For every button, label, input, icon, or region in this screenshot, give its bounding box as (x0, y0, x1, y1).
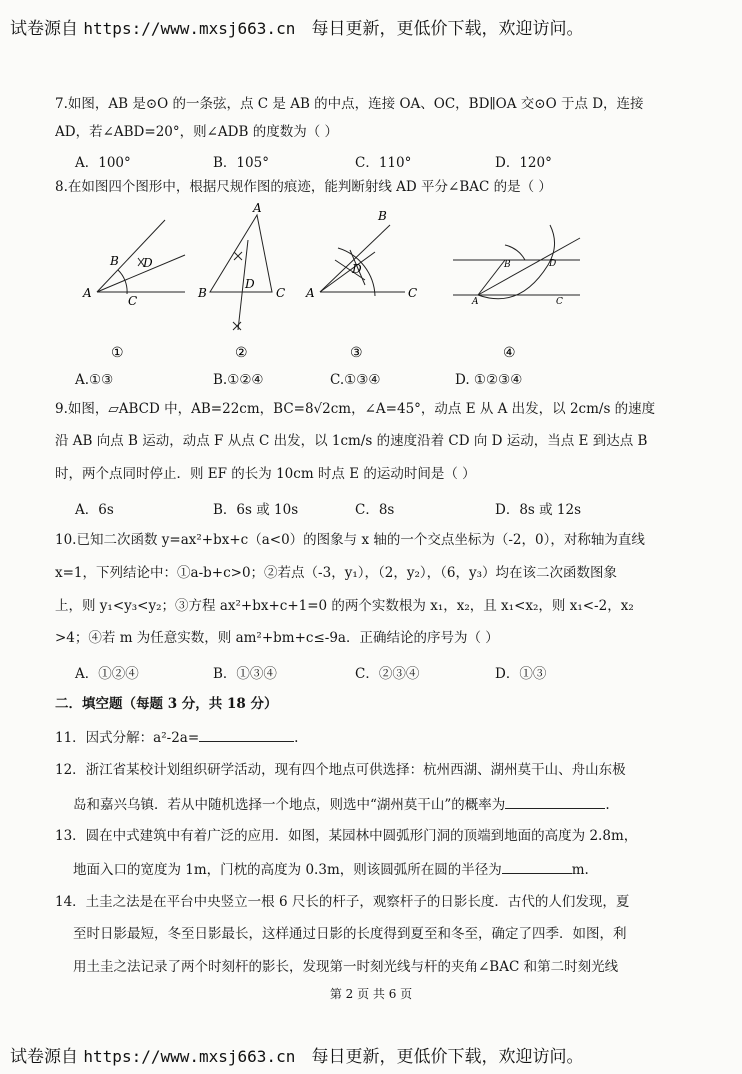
q8-figure-3 (320, 225, 405, 296)
q10-option-b: B．①③④ (213, 666, 277, 682)
q13-end: m. (571, 862, 589, 878)
q9-option-a: A．6s (75, 502, 114, 518)
fig3-label-b: B (378, 209, 387, 223)
q12-line1: 12．浙江省某校计划组织研学活动，现有四个地点可供选择：杭州西湖、湖州莫干山、舟山东极 (55, 762, 626, 778)
banner-url[interactable]: https://www.mxsj663.cn (83, 19, 296, 38)
q13-answer-blank (502, 860, 572, 874)
fig4-label-c: C (556, 297, 563, 307)
q9-option-b: B．6s 或 10s (213, 502, 299, 518)
fig4-label-b: B (504, 260, 511, 270)
q12-end: . (605, 797, 610, 813)
q8-option-b: B.①②④ (213, 372, 264, 388)
fig1-number: ① (111, 345, 124, 361)
q12-line2: 岛和嘉兴乌镇．若从中随机选择一个地点，则选中“湖州莫干山”的概率为 (73, 797, 506, 813)
q10-options (0, 662, 742, 682)
q8-options (0, 372, 742, 392)
q14-line3: 用土圭之法记录了两个时刻杆的影长，发现第一时刻光线与杆的夹角∠BAC 和第二时刻光线 (73, 959, 619, 975)
q9-line1: 9.如图，▱ABCD 中，AB=22cm，BC=8√2cm，∠A=45°，动点 E 从 A 出发，以 2cm/s 的速度 (55, 401, 656, 417)
q8-figure-2 (210, 215, 272, 330)
q9-option-c: C．8s (355, 502, 395, 518)
q7-option-a: A．100° (75, 155, 131, 171)
q8-figures (0, 200, 742, 370)
page-footer: 第 2 页 共 6 页 (329, 987, 413, 1001)
fig3-label-a: A (306, 286, 315, 300)
fig3-label-c: C (408, 286, 418, 300)
fig2-label-b: B (198, 286, 207, 300)
q9-option-d: D．8s 或 12s (495, 502, 582, 518)
fig2-label-a: A (253, 201, 262, 215)
q11-text: 11．因式分解：a²-2a= (55, 730, 200, 746)
q10-option-c: C．②③④ (355, 666, 420, 682)
q12-line2-wrap (73, 795, 708, 814)
fig2-label-d: D (245, 277, 255, 291)
q7-option-b: B．105° (213, 155, 269, 171)
q7-line1: 7.如图，AB 是⊙O 的一条弦，点 C 是 AB 的中点，连接 OA、OC，BD∥OA 交⊙O 于点 D，连接 (55, 96, 644, 112)
q10-option-a: A．①②④ (75, 666, 139, 682)
q7-options (0, 151, 742, 171)
q9-line2: 沿 AB 向点 B 运动，动点 F 从点 C 出发，以 1cm/s 的速度沿着 CD 向 D 运动，当点 E 到达点 B (55, 433, 648, 449)
fig3-number: ③ (350, 345, 363, 361)
q14-line1: 14．土圭之法是在平台中央竖立一根 6 尺长的杆子，观察杆子的日影长度．古代的人们发现，夏 (55, 894, 630, 910)
q10-line4: >4；④若 m 为任意实数，则 am²+bm+c≤-9a．正确结论的序号为（ ） (55, 630, 499, 646)
fig4-label-a: A (472, 297, 479, 307)
fig3-label-d: D (352, 262, 362, 276)
q10-line1: 10.已知二次函数 y=ax²+bx+c（a<0）的图象与 x 轴的一个交点坐标为（-2，0），对称轴为直线 (55, 532, 645, 548)
banner-tagline: 每日更新，更低价下载，欢迎访问。 (311, 19, 584, 39)
section-2-title: 二．填空题（每题 3 分，共 18 分） (55, 696, 278, 712)
fig1-label-a: A (83, 286, 92, 300)
q9-options (0, 498, 742, 518)
q9-line3: 时，两个点同时停止．则 EF 的长为 10cm 时点 E 的运动时间是（ ） (55, 466, 476, 482)
q13-line1: 13．圆在中式建筑中有着广泛的应用．如图，某园林中圆弧形门洞的顶端到地面的高度为 2.8m， (55, 828, 638, 844)
q8-option-c: C.①③④ (330, 372, 381, 388)
fig1-label-b: B (110, 254, 119, 268)
q7-line2: AD，若∠ABD=20°，则∠ADB 的度数为（ ） (55, 124, 339, 140)
banner-tagline: 每日更新，更低价下载，欢迎访问。 (311, 1047, 584, 1067)
fig4-label-d: D (549, 259, 557, 269)
q11-line (55, 728, 690, 747)
banner-label: 试卷源自 (10, 1047, 78, 1067)
q7-option-d: D．120° (495, 155, 552, 171)
q10-line3: 上，则 y₁<y₃<y₂；③方程 ax²+bx+c+1=0 的两个实数根为 x₁，x₂，且 x₁<x₂，则 x₁<-2，x₂ (55, 598, 634, 614)
q10-option-d: D．①③ (495, 666, 547, 682)
fig4-number: ④ (503, 345, 516, 361)
q11-answer-blank (199, 728, 294, 742)
fig1-label-c: C (128, 294, 138, 308)
banner-label: 试卷源自 (10, 19, 78, 39)
q10-line2: x=1，下列结论中：①a-b+c>0；②若点（-3，y₁），（2，y₂），（6，y₃）均在该二次函数图象 (55, 565, 617, 581)
fig2-label-c: C (276, 286, 286, 300)
banner-url[interactable]: https://www.mxsj663.cn (83, 1047, 296, 1066)
fig2-number: ② (235, 345, 248, 361)
source-banner-top (10, 14, 584, 39)
q12-answer-blank (505, 795, 605, 809)
q8-option-d: D. ①②③④ (455, 372, 523, 388)
q8-line1: 8.在如图四个图形中，根据尺规作图的痕迹，能判断射线 AD 平分∠BAC 的是（ ） (55, 179, 552, 195)
q8-figure-4 (453, 225, 580, 299)
source-banner-bottom (10, 1042, 584, 1067)
q11-end: . (294, 730, 299, 746)
q13-line2-wrap (73, 860, 708, 879)
q13-line2: 地面入口的宽度为 1m，门枕的高度为 0.3m，则该圆弧所在圆的半径为 (73, 862, 502, 878)
fig1-label-d: D (143, 256, 153, 270)
q8-option-a: A.①③ (75, 372, 114, 388)
q14-line2: 至时日影最短，冬至日影最长，这样通过日影的长度得到夏至和冬至，确定了四季．如图，利 (73, 926, 627, 942)
q7-option-c: C．110° (355, 155, 412, 171)
